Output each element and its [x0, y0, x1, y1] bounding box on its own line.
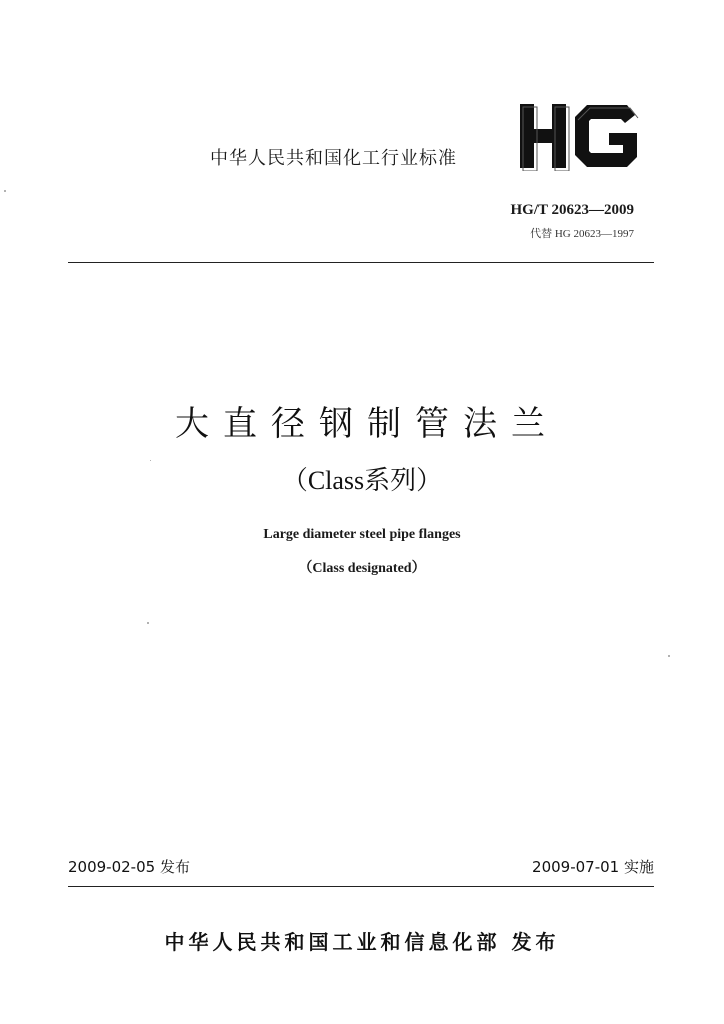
- title-chinese: 大直径钢制管法兰: [175, 404, 559, 444]
- publisher: 中华人民共和国工业和信息化部 发布: [164, 930, 560, 954]
- scan-speck: [4, 190, 6, 192]
- issue-date: 2009-02-05 发布: [68, 858, 190, 876]
- implementation-date: 2009-07-01 实施: [532, 858, 654, 876]
- title-english: Large diameter steel pipe flanges: [263, 527, 461, 542]
- scan-speck: [147, 622, 149, 624]
- standard-number: HG/T 20623—2009: [510, 202, 634, 218]
- scan-speck: [668, 655, 670, 657]
- bottom-divider: [68, 886, 654, 887]
- replaces-standard: 代替 HG 20623—1997: [530, 228, 634, 240]
- title-english-sub: （Class designated）: [298, 561, 426, 576]
- hg-logo: [517, 101, 641, 171]
- title-chinese-sub: （Class系列）: [281, 466, 443, 495]
- top-divider: [68, 262, 654, 263]
- standard-type-heading: 中华人民共和国化工行业标准: [210, 148, 457, 169]
- scan-speck: [150, 460, 151, 461]
